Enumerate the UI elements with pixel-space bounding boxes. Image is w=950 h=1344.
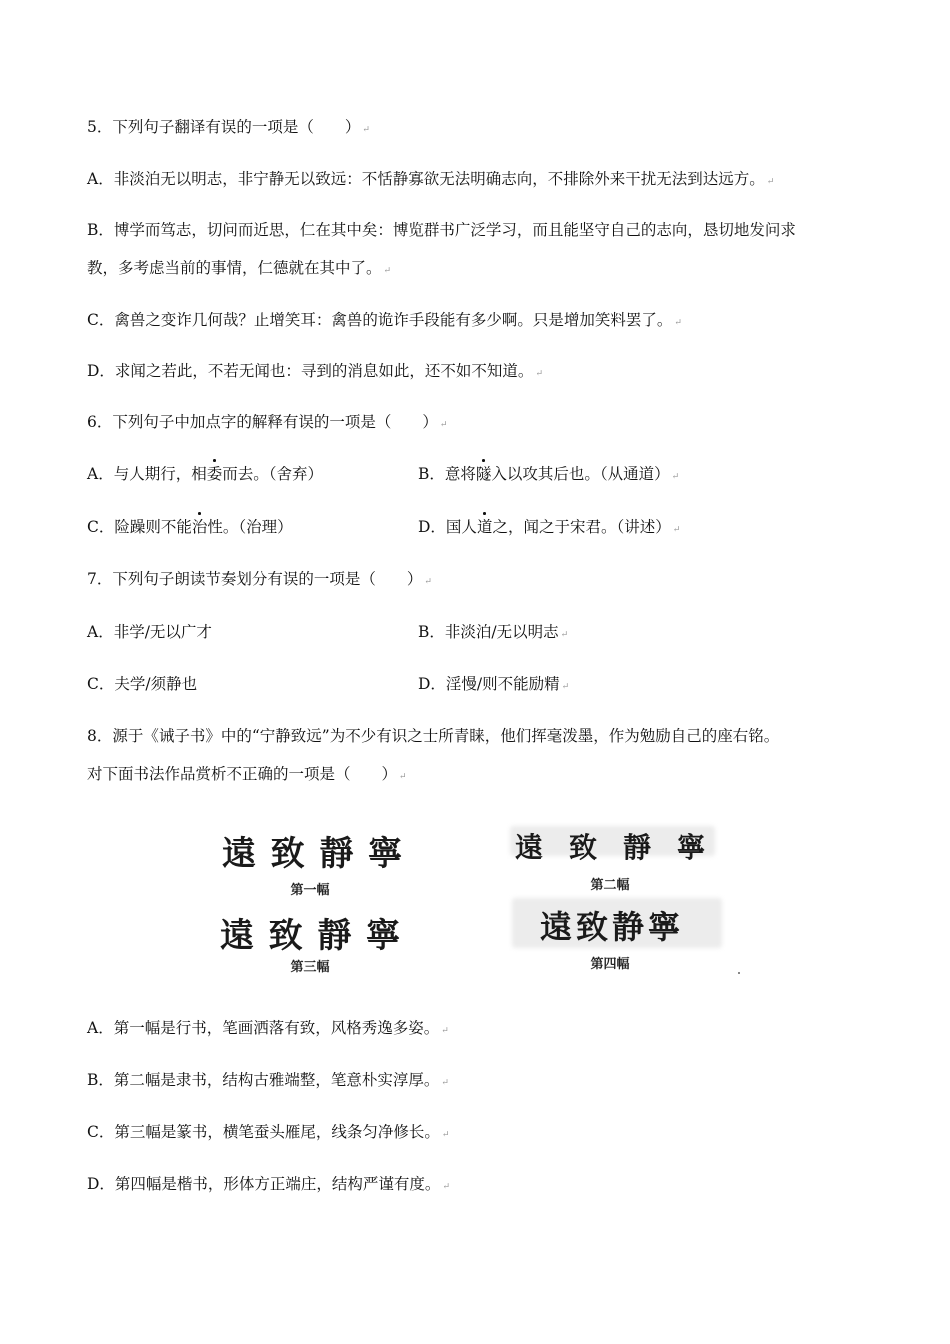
q5-option-b-line2: 教，多考虑当前的事情，仁德就在其中了。 ↵	[87, 259, 392, 277]
paragraph-mark: ↵	[442, 1182, 450, 1192]
figure-caption-1: 第一幅	[290, 883, 330, 898]
calligraphy-character: 静	[611, 908, 644, 946]
q7-option-b: B．非淡泊/无以明志 ↵	[418, 623, 569, 641]
q8-stem-line1: 8．源于《诫子书》中的“宁静致远”为不少有识之士所青睐，他们挥毫泼墨，作为勉励自己的座右铭。	[87, 727, 780, 745]
figure-caption-4: 第四幅	[590, 957, 630, 972]
paragraph-mark: ↵	[441, 1078, 449, 1088]
dotted-character: 委	[206, 465, 223, 483]
calligraphy-work-1	[222, 826, 402, 875]
q8-option-a: A．第一幅是行书，笔画洒落有致，风格秀逸多姿。 ↵	[87, 1019, 449, 1037]
q8-option-d: D．第四幅是楷书，形体方正端庄，结构严谨有度。 ↵	[87, 1175, 450, 1193]
calligraphy-work-2	[515, 826, 705, 866]
q6-option-c: C．险躁则不能治性。（治理）	[87, 518, 293, 536]
q5-option-a: A．非淡泊无以明志，非宁静无以致远：不恬静寡欲无法明确志向，不排除外来干扰无法到达远方。 ↵	[87, 170, 775, 188]
figure-caption-3: 第三幅	[290, 960, 330, 975]
calligraphy-character: 寧	[367, 834, 402, 874]
paragraph-mark: ↵	[535, 369, 543, 379]
paragraph-mark: ↵	[399, 772, 407, 782]
q6-option-b: B．意将隧入以攻其后也。（从通道） ↵	[418, 465, 680, 483]
calligraphy-character: 遠	[222, 834, 256, 874]
q5-stem: 5．下列句子翻译有误的一项是（ ） ↵	[87, 118, 370, 136]
q5-option-d: D．求闻之若此，不若无闻也：寻到的消息如此，还不如不知道。 ↵	[87, 362, 543, 380]
stray-dot	[738, 972, 740, 974]
calligraphy-character: 寧	[676, 831, 705, 864]
calligraphy-character: 致	[268, 916, 303, 956]
paragraph-mark: ↵	[439, 420, 448, 430]
q7-option-a: A．非学/无以广才	[87, 623, 212, 641]
calligraphy-character: 遠	[220, 916, 254, 956]
dotted-character: 隧	[475, 465, 492, 483]
dotted-character: 道	[476, 518, 493, 536]
q8-option-c: C．第三幅是篆书，横笔蚕头雁尾，线条匀净修长。 ↵	[87, 1123, 450, 1141]
paragraph-mark: ↵	[424, 577, 432, 587]
paragraph-mark: ↵	[560, 630, 569, 640]
q8-stem-line2: 对下面书法作品赏析不正确的一项是（ ） ↵	[87, 765, 407, 783]
paragraph-mark: ↵	[362, 125, 370, 135]
calligraphy-character: 靜	[319, 834, 354, 874]
q7-option-d: D．淫慢/则不能励精 ↵	[418, 675, 570, 693]
q5-option-b-line1: B．博学而笃志，切问而近思，仁在其中矣：博览群书广泛学习，而且能坚守自己的志向，恳切地发问求	[87, 221, 796, 239]
paragraph-mark: ↵	[441, 1026, 449, 1036]
paragraph-mark: ↵	[674, 318, 682, 328]
calligraphy-character: 遠	[515, 831, 544, 864]
q7-stem: 7．下列句子朗读节奏划分有误的一项是（ ） ↵	[87, 570, 432, 588]
calligraphy-character: 遠	[540, 908, 573, 946]
calligraphy-character: 致	[270, 834, 305, 874]
calligraphy-work-4	[540, 902, 680, 948]
q7-option-c: C．夫学/须静也	[87, 675, 198, 693]
paragraph-mark: ↵	[561, 682, 570, 692]
calligraphy-character: 靜	[317, 916, 352, 956]
paragraph-mark: ↵	[441, 1130, 450, 1140]
calligraphy-character: 致	[575, 908, 608, 946]
calligraphy-work-3	[220, 908, 400, 957]
paragraph-mark: ↵	[383, 266, 392, 276]
paragraph-mark: ↵	[766, 177, 775, 187]
calligraphy-character: 致	[568, 831, 597, 864]
q6-option-d: D．国人道之，闻之于宋君。（讲述） ↵	[418, 518, 681, 536]
q8-option-b: B．第二幅是隶书，结构古雅端整，笔意朴实淳厚。 ↵	[87, 1071, 449, 1089]
figure-caption-2: 第二幅	[590, 878, 630, 893]
q6-option-a: A．与人期行，相委而去。（舍弃）	[87, 465, 323, 483]
paragraph-mark: ↵	[671, 472, 680, 482]
calligraphy-character: 靜	[622, 831, 651, 864]
q5-option-c: C．禽兽之变诈几何哉？止增笑耳：禽兽的诡诈手段能有多少啊。只是增加笑料罢了。 ↵	[87, 311, 682, 329]
q6-stem: 6．下列句子中加点字的解释有误的一项是（ ） ↵	[87, 413, 448, 431]
dotted-character: 治	[191, 518, 208, 536]
paragraph-mark: ↵	[672, 525, 681, 535]
calligraphy-character: 寧	[647, 908, 680, 946]
calligraphy-character: 寧	[365, 916, 400, 956]
